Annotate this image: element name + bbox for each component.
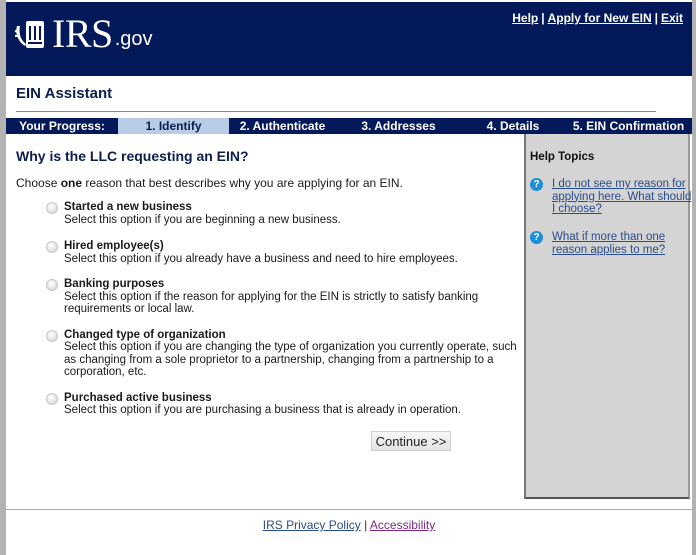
radio-hired-employees[interactable] xyxy=(46,241,58,253)
reason-options xyxy=(16,201,521,417)
instruction-emphasis: one xyxy=(60,176,83,190)
help-link-multiple-reasons[interactable]: What if more than one reason applies to me? xyxy=(552,231,666,256)
footer xyxy=(6,518,692,532)
separator: | xyxy=(654,11,658,25)
option-banking-purposes[interactable] xyxy=(16,278,521,316)
step-authenticate: 2. Authenticate xyxy=(239,119,326,133)
step-ein-confirmation: 5. EIN Confirmation xyxy=(572,119,685,133)
apply-new-ein-link[interactable]: Apply for New EIN xyxy=(547,11,652,25)
radio-started-new-business[interactable] xyxy=(46,202,58,214)
radio-banking-purposes[interactable] xyxy=(46,279,58,291)
option-description: Select this option if the reason for applying for the EIN is strictly to satisfy banking requirements or local law. xyxy=(64,290,479,315)
option-title: Banking purposes xyxy=(64,278,165,290)
help-link-reason-not-listed[interactable]: I do not see my reason for applying here. What should I choose? xyxy=(552,178,692,215)
header-links xyxy=(512,11,683,25)
radio-purchased-active-business[interactable] xyxy=(46,393,58,405)
step-details: 4. Details xyxy=(486,119,540,133)
privacy-policy-link[interactable]: IRS Privacy Policy xyxy=(262,518,361,532)
title-divider xyxy=(16,111,656,112)
irs-logo[interactable] xyxy=(14,11,153,56)
option-title: Hired employee(s) xyxy=(64,240,164,252)
option-purchased-active-business[interactable] xyxy=(16,392,521,417)
exit-link[interactable]: Exit xyxy=(660,11,683,25)
step-addresses: 3. Addresses xyxy=(361,119,436,133)
separator: | xyxy=(541,11,545,25)
help-question-icon: ? xyxy=(530,178,543,191)
help-item-multiple-reasons xyxy=(530,231,692,256)
instruction-suffix: reason that best describes why you are applying for an EIN. xyxy=(82,176,403,190)
main-content xyxy=(16,148,521,430)
accessibility-link[interactable]: Accessibility xyxy=(369,518,436,532)
instruction-prefix: Choose xyxy=(16,176,61,190)
step-identify: 1. Identify xyxy=(118,118,229,134)
option-title: Purchased active business xyxy=(64,391,212,404)
option-title: Changed type of organization xyxy=(64,328,226,341)
logo-irs-text: IRS xyxy=(52,11,113,56)
help-item-reason-not-listed xyxy=(530,178,692,216)
help-topics-heading: Help Topics xyxy=(530,151,595,163)
page-title: EIN Assistant xyxy=(16,85,113,102)
separator: | xyxy=(364,518,368,532)
option-hired-employees[interactable] xyxy=(16,240,521,265)
progress-label: Your Progress: xyxy=(19,119,105,133)
option-started-new-business[interactable] xyxy=(16,201,521,226)
continue-button[interactable]: Continue >> xyxy=(371,431,451,451)
option-changed-organization-type[interactable] xyxy=(16,329,521,379)
option-description: Select this option if you are changing the type of organization you currently operate, such as changing from a sole proprietor to a partnership, changing from a partnership to a corporation, etc. xyxy=(64,341,517,378)
help-link[interactable]: Help xyxy=(512,11,539,25)
option-title: Started a new business xyxy=(64,201,192,213)
option-description: Select this option if you are purchasing a business that is already in operation. xyxy=(64,404,461,416)
page xyxy=(6,0,692,555)
help-question-icon: ? xyxy=(530,231,543,244)
instruction-text xyxy=(16,176,521,190)
option-description: Select this option if you already have a business and need to hire employees. xyxy=(64,252,458,265)
option-description: Select this option if you are beginning a new business. xyxy=(64,213,341,226)
question-heading: Why is the LLC requesting an EIN? xyxy=(16,148,249,164)
progress-bar xyxy=(6,118,692,134)
logo-gov-text: .gov xyxy=(114,28,153,50)
radio-changed-organization-type[interactable] xyxy=(46,330,58,342)
site-header xyxy=(6,2,692,76)
eagle-icon xyxy=(14,18,48,52)
help-topics-panel xyxy=(524,134,690,499)
footer-divider xyxy=(6,509,692,510)
